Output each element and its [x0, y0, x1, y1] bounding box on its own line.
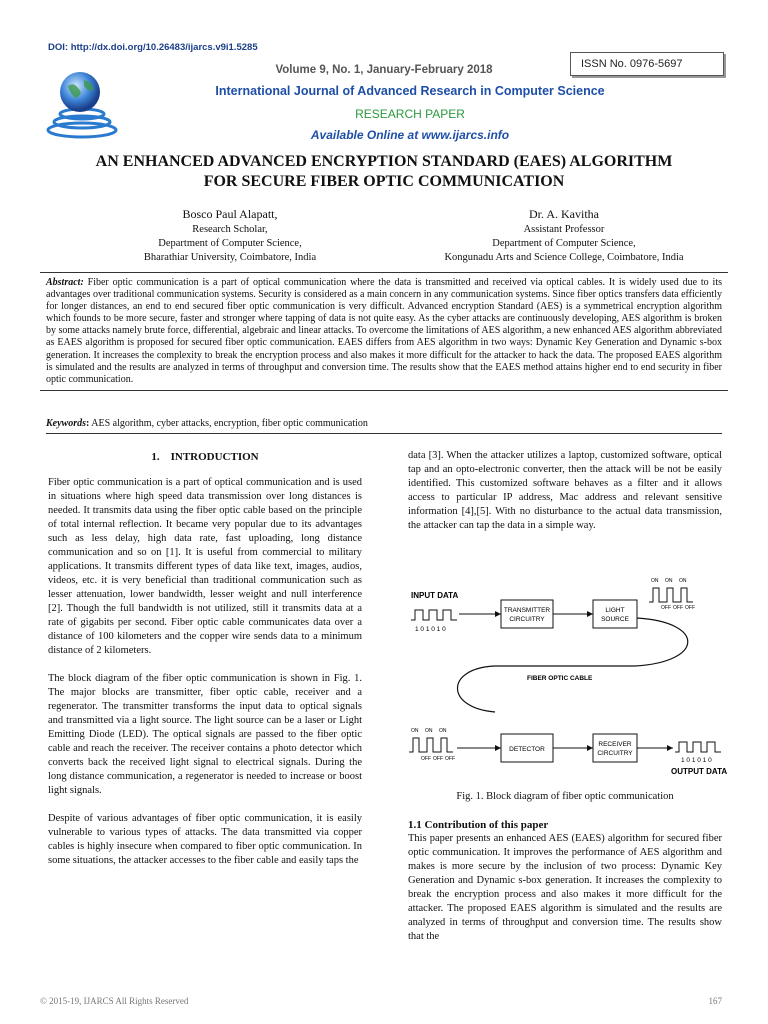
on-label-top-2: ON: [665, 578, 673, 584]
transmitter-label-1: TRANSMITTER: [503, 607, 551, 614]
paper-title: [40, 152, 728, 192]
abstract-block: [40, 272, 728, 391]
page-number: 167: [708, 996, 722, 1006]
author-institution: Bharathiar University, Coimbatore, India: [143, 252, 317, 263]
right-column-top: [408, 449, 722, 547]
volume-line: Volume 9, No. 1, January-February 2018: [275, 64, 493, 76]
light-source-block: [593, 600, 637, 628]
keywords-line: [46, 418, 722, 434]
on-label-bottom-2: ON: [425, 728, 433, 734]
paper-title-line-2: FOR SECURE FIBER OPTIC COMMUNICATION: [203, 173, 565, 190]
doi-link[interactable]: DOI: http://dx.doi.org/10.26483/ijarcs.v9i1.5285: [48, 42, 258, 53]
author-dept: Department of Computer Science,: [492, 238, 636, 249]
paper-title-line-1: AN ENHANCED ADVANCED ENCRYPTION STANDARD (EAES) ALGORITHM: [95, 153, 673, 170]
input-waveform: [411, 610, 457, 620]
figure-1-block-diagram: [405, 562, 727, 784]
light-pulse-waveform: [649, 588, 693, 602]
availability-line: Available Online at www.ijarcs.info: [310, 128, 510, 142]
off-label-bottom-1: OFF: [421, 756, 431, 762]
left-column: [48, 450, 362, 882]
keywords-separator: :: [86, 418, 90, 429]
section-heading-introduction: 1. INTRODUCTION: [151, 451, 259, 463]
intro-paragraph-1: Fiber optic communication is a part of optical communication and is used in situations where high speed data transmission over long distances is needed. It transmits data using the fiber optic cable based on the principle of total internal reflection. It became very popular due to its advantages such as less delay, high data rate, fast uploading, long distance communication and so on [1]. It is useful from commercial to military applications. It transmits different types of data like text, images, audios, videos, etc. it is very beneficial than traditional communication such as lesser attenuation, lower bandwidth, lesser weight and null interference [2]. Though the full bandwidth is not utilized, still it transmits data at a rate of gigabits per second. Fiber optic cable communicates data over a distance of 100 kilometers and the copper wire sends data to a minimum distance of 2 kilometers.: [48, 477, 362, 656]
off-label-top-1: OFF: [661, 605, 671, 611]
author-name: Bosco Paul Alapatt,: [182, 207, 278, 221]
on-label-top-1: ON: [651, 578, 659, 584]
author-dept: Department of Computer Science,: [158, 238, 302, 249]
right-column-bottom: [408, 818, 722, 958]
keywords-label: Keywords: [46, 418, 86, 429]
on-label-top-3: ON: [679, 578, 687, 584]
paper-type: RESEARCH PAPER: [355, 107, 465, 121]
figure-output-label: OUTPUT DATA: [671, 767, 727, 776]
light-source-label-1: LIGHT: [605, 607, 625, 614]
figure-input-bits: 1 0 1 0 1 0: [415, 626, 446, 633]
off-label-bottom-3: OFF: [445, 756, 455, 762]
abstract-text: Fiber optic communication is a part of optical communication where the data is transmitted and received via optical cables. It is widely used due to its advantages over traditional communication systems. Security is considered as a main concern in any communication systems. Since fiber optics transfers data efficiently for longer distances, an end to end secured fiber optic communication is very difficult. Advanced encryption Standard (AES) is a symmetrical encryption algorithm which founds to be more secure, faster and stronger where tapping of data is not quite easy. As the cyber attacks are continuously developing, AES algorithm is broken by some attacks namely brute force, differential, algebraic and linear attacks. To overcome the limitations of AES algorithm, a new enhanced AES algorithm abbreviated as EAES algorithm is proposed for secured fiber optic communication. EAES differs from AES algorithm in two ways: Dynamic Key Generation and Dynamic s-box generation. It increases the complexity to break the encryption process and also makes it more difficult for the attacker to hack the data. The proposed EAES algorithm is simulated and the results are analyzed in terms of throughput and conversion time. The results show that the EAES method attains higher end to end security in fiber optic communication.: [46, 277, 722, 385]
fiber-optic-cable: [458, 618, 688, 712]
off-label-bottom-2: OFF: [433, 756, 443, 762]
issn-box: ISSN No. 0976-5697: [570, 52, 724, 76]
figure-input-label: INPUT DATA: [411, 591, 459, 600]
detector-label: DETECTOR: [509, 746, 545, 753]
author-2: [414, 206, 714, 265]
output-waveform: [675, 742, 721, 752]
author-institution: Kongunadu Arts and Science College, Coimbatore, India: [444, 252, 684, 263]
copyright-footer: © 2015-19, IJARCS All Rights Reserved: [40, 996, 189, 1006]
receiver-block: [593, 734, 637, 762]
off-label-top-3: OFF: [685, 605, 695, 611]
intro-paragraph-3: Despite of various advantages of fiber optic communication, it is easily vulnerable to various types of attacks. The data transmitted via copper cables is highly insecure when compared to fiber optic communication. In some situations, the attacker accesses to the fiber cable and easily taps the: [48, 813, 362, 866]
author-name: Dr. A. Kavitha: [529, 207, 599, 221]
abstract-label: Abstract:: [46, 277, 84, 288]
transmitter-block: [501, 600, 553, 628]
receiver-label-1: RECEIVER: [598, 741, 632, 748]
author-1: [80, 206, 380, 265]
light-source-label-2: SOURCE: [601, 616, 629, 623]
fiber-cable-label: FIBER OPTIC CABLE: [527, 675, 593, 682]
figure-output-bits: 1 0 1 0 1 0: [681, 757, 712, 764]
transmitter-label-2: CIRCUITRY: [509, 616, 545, 623]
intro-paragraph-4: data [3]. When the attacker utilizes a laptop, customized software, optical tap and an opto-electronic converter, then the attack will be not be easily identified. This customized software behaves as a filter and it allows access to particular IP address, Mac address and relevant sensitive information [4],[5]. With no disturbance to the actual data transmission, the attacker can tap the data in a simple way.: [408, 450, 722, 531]
author-role: Research Scholar,: [192, 224, 268, 235]
intro-paragraph-2: The block diagram of the fiber optic communication is shown in Fig. 1. The major blocks are transmitter, fiber optic cable, receiver and a regenerator. The transmitter transforms the input data to optical signals and transmitted via a light source. The light source can be a laser or Light Emitting Diode (LED). The optical signals are passed to the fiber optic cable and reach the receiver. The receiver contains a photo detector which converts back the received light signal to electrical signals. During the long distance communication, a regenerator is needed to increase or boost light signals.: [48, 673, 362, 796]
journal-name: International Journal of Advanced Research in Computer Science: [215, 84, 605, 98]
subsection-heading-contribution: 1.1 Contribution of this paper: [408, 819, 549, 831]
on-label-bottom-1: ON: [411, 728, 419, 734]
keywords-text: AES algorithm, cyber attacks, encryption, fiber optic communication: [89, 418, 368, 429]
received-pulse-waveform: [409, 738, 453, 752]
on-label-bottom-3: ON: [439, 728, 447, 734]
author-role: Assistant Professor: [523, 224, 605, 235]
contribution-paragraph: This paper presents an enhanced AES (EAES) algorithm for secured fiber optic communication. It improves the performance of AES algorithm and makes is more secure by the inclusion of two process: Dynamic Key Generation and Dynamic s-box generation. It increases the complexity to break the encryption process and also makes it more difficult for the attacker. The proposed EAES algorithm is simulated and the results are analyzed in terms of throughput and conversion time. The results show that the: [408, 833, 722, 942]
receiver-label-2: CIRCUITRY: [597, 750, 633, 757]
figure-1-caption: Fig. 1. Block diagram of fiber optic communication: [456, 791, 674, 802]
off-label-top-2: OFF: [673, 605, 683, 611]
